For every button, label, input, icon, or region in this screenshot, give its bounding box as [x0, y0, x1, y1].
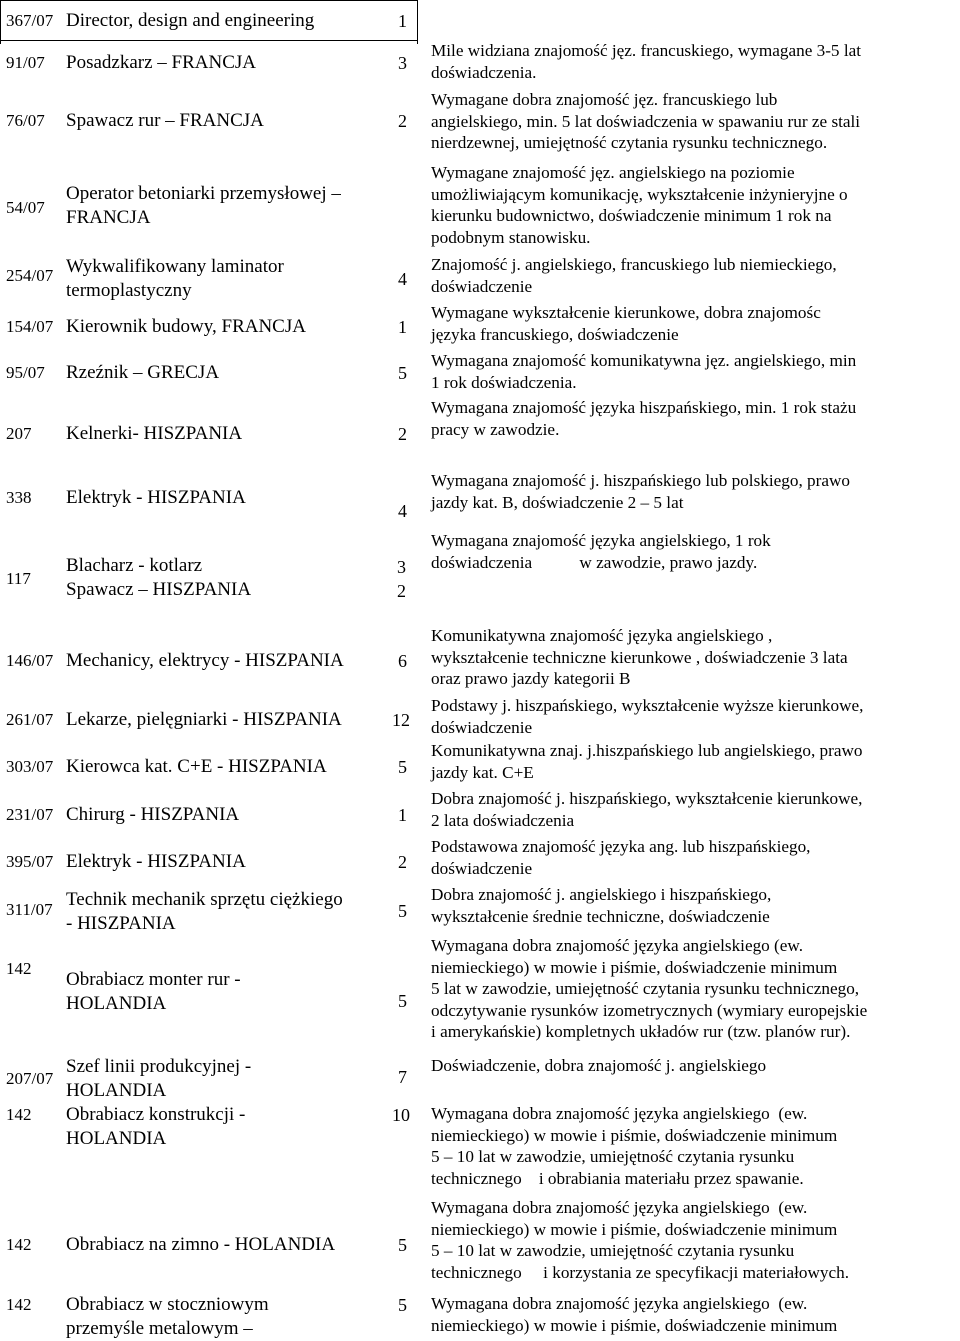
requirements	[431, 884, 958, 927]
requirements-line: oraz prawo jazdy kategorii B	[431, 669, 631, 688]
requirements	[431, 397, 958, 440]
offer-number: 142	[6, 959, 32, 978]
requirements-line: podobnym stanowisku.	[431, 227, 591, 247]
openings-count: 5	[398, 1295, 407, 1315]
openings-count: 1	[398, 317, 407, 337]
openings-count: 10	[392, 1105, 410, 1125]
job-title: Blacharz - kotlarz	[66, 555, 203, 576]
requirements-line: wykształcenie średnie techniczne, doświadczenie	[431, 906, 770, 926]
requirements-line: Wymagana znajomość języka hiszpańskiego, min. 1 rok stażu	[431, 398, 857, 417]
offer-number: 154/07	[6, 317, 54, 336]
openings-count: 5	[398, 901, 407, 921]
requirements-line: technicznego i korzystania ze specyfikacji materiałowych.	[431, 1262, 850, 1282]
requirements-line: niemieckiego) w mowie i piśmie, doświadczenie minimum	[431, 1219, 838, 1239]
requirements-line: kierunku budownictwo, doświadczenie minimum 1 rok na	[431, 206, 832, 225]
requirements	[431, 530, 958, 573]
requirements-line: Znajomość j. angielskiego, francuskiego lub niemieckiego,	[431, 255, 837, 274]
requirements	[431, 1293, 958, 1336]
requirements-line: Wymagana znajomość j. hiszpańskiego lub polskiego, prawo	[431, 471, 851, 490]
job-title: Rzeźnik – GRECJA	[66, 362, 220, 383]
requirements-line: jazdy kat. C+E	[431, 762, 534, 782]
job-title: HOLANDIA	[66, 1080, 167, 1101]
table-border	[0, 0, 418, 1]
offer-number: 117	[6, 569, 31, 588]
requirements-line: 5 – 10 lat w zawodzie, umiejętność czytania rysunku	[431, 1241, 795, 1260]
requirements-line: Dobra znajomość j. angielskiego i hiszpańskiego,	[431, 885, 772, 904]
offer-number: 146/07	[6, 651, 54, 670]
job-title: Obrabiacz w stoczniowym	[66, 1294, 269, 1315]
requirements	[431, 162, 958, 248]
job-title: Operator betoniarki przemysłowej –	[66, 183, 341, 204]
job-title: - HISZPANIA	[66, 913, 176, 934]
openings-count: 4	[398, 501, 407, 521]
offer-number: 54/07	[6, 198, 45, 217]
requirements-line: i amerykańskie) kompletnych układów rur (tzw. planów rur).	[431, 1022, 851, 1041]
requirements-line: Komunikatywna znaj. j.hiszpańskiego lub angielskiego, prawo	[431, 741, 863, 760]
openings-count: 3	[398, 53, 407, 73]
offer-number: 207	[6, 424, 32, 443]
offer-number: 91/07	[6, 53, 45, 72]
requirements	[431, 470, 958, 513]
requirements-line: wykształcenie techniczne kierunkowe , doświadczenie 3 lata	[431, 647, 848, 667]
requirements-line: Doświadczenie, dobra znajomość j. angielskiego	[431, 1056, 767, 1075]
requirements-line: pracy w zawodzie.	[431, 419, 560, 439]
openings-count: 3 2	[397, 557, 406, 601]
requirements	[431, 350, 958, 393]
requirements-line: Podstawowa znajomość języka ang. lub hiszpańskiego,	[431, 837, 811, 856]
job-title: przemyśle metalowym –	[66, 1318, 253, 1339]
job-title: Posadzkarz – FRANCJA	[66, 52, 256, 73]
openings-count: 5	[398, 363, 407, 383]
requirements	[431, 836, 958, 879]
openings-count: 6	[398, 651, 407, 671]
requirements	[431, 302, 958, 345]
requirements-line: Wymagana dobra znajomość języka angielskiego (ew.	[431, 1294, 808, 1313]
offer-number: 367/07	[6, 11, 54, 30]
requirements-line: doświadczenia.	[431, 62, 537, 82]
requirements-line: doświadczenie	[431, 717, 533, 737]
requirements-line: doświadczenie	[431, 858, 533, 878]
requirements-line: 5 – 10 lat w zawodzie, umiejętność czytania rysunku	[431, 1147, 795, 1166]
requirements	[431, 254, 958, 297]
requirements-line: doświadczenie	[431, 276, 533, 296]
offer-number: 142	[6, 1235, 32, 1254]
job-title: FRANCJA	[66, 207, 151, 228]
offer-number: 311/07	[6, 900, 53, 919]
job-title: Mechanicy, elektrycy - HISZPANIA	[66, 650, 344, 671]
job-title: Director, design and engineering	[66, 10, 315, 31]
requirements	[431, 695, 958, 738]
openings-count: 2	[398, 111, 407, 131]
requirements-line: odczytywanie rysunków izometrycznych (wymiary europejskie	[431, 1000, 868, 1020]
offer-number: 303/07	[6, 757, 54, 776]
job-title: HOLANDIA	[66, 993, 167, 1014]
job-title: Obrabiacz konstrukcji -	[66, 1104, 246, 1125]
requirements-line: Wymagana dobra znajomość języka angielskiego (ew.	[431, 936, 804, 955]
job-title: Technik mechanik sprzętu ciężkiego	[66, 889, 343, 910]
requirements-line: Mile widziana znajomość jęz. francuskiego, wymagane 3-5 lat	[431, 41, 862, 60]
requirements-line: Komunikatywna znajomość języka angielskiego ,	[431, 626, 773, 645]
requirements-line: doświadczenia w zawodzie, prawo jazdy.	[431, 552, 758, 572]
requirements-line: niemieckiego) w mowie i piśmie, doświadczenie minimum	[431, 1125, 838, 1145]
requirements-line: Wymagana znajomość komunikatywna jęz. angielskiego, min	[431, 351, 857, 370]
requirements-line: Dobra znajomość j. hiszpańskiego, wykształcenie kierunkowe,	[431, 789, 863, 808]
table-border	[417, 0, 418, 44]
requirements-line: technicznego i obrabiania materiału przez spawanie.	[431, 1168, 804, 1188]
openings-count: 5	[398, 1235, 407, 1255]
job-title: Szef linii produkcyjnej -	[66, 1056, 252, 1077]
requirements-line: Wymagane znajomość jęz. angielskiego na poziomie	[431, 163, 795, 182]
requirements-line: Wymagana dobra znajomość języka angielskiego (ew.	[431, 1198, 808, 1217]
job-title: Wykwalifikowany laminator	[66, 256, 284, 277]
job-title: Obrabiacz na zimno - HOLANDIA	[66, 1234, 336, 1255]
job-title: Kelnerki- HISZPANIA	[66, 423, 243, 444]
offer-number: 76/07	[6, 111, 45, 130]
openings-count: 4	[398, 269, 407, 289]
table-border	[0, 40, 418, 41]
requirements-line: Wymagane wykształcenie kierunkowe, dobra znajomośc	[431, 303, 821, 322]
offer-number: 142	[6, 1105, 32, 1124]
offer-number: 207/07	[6, 1069, 54, 1088]
requirements	[431, 625, 958, 690]
requirements	[431, 1197, 958, 1283]
requirements-line: 1 rok doświadczenia.	[431, 372, 577, 392]
table-border	[0, 0, 1, 44]
job-title: Lekarze, pielęgniarki - HISZPANIA	[66, 709, 342, 730]
openings-count: 5	[398, 757, 407, 777]
requirements	[431, 1055, 958, 1077]
job-title: Obrabiacz monter rur -	[66, 969, 241, 990]
requirements-line: umożliwiającym komunikację, wykształcenie inżynieryjne o	[431, 184, 848, 204]
requirements-line: Wymagana znajomość języka angielskiego, 1 rok	[431, 531, 771, 550]
requirements	[431, 40, 958, 83]
offer-number: 254/07	[6, 266, 54, 285]
openings-count: 2	[398, 852, 407, 872]
job-title: Elektryk - HISZPANIA	[66, 487, 246, 508]
requirements	[431, 89, 958, 154]
offer-number: 142	[6, 1295, 32, 1314]
requirements-line: niemieckiego) w mowie i piśmie, doświadczenie minimum	[431, 957, 838, 977]
requirements-line: nierdzewnej, umiejętność czytania rysunku technicznego.	[431, 133, 828, 152]
requirements	[431, 1103, 958, 1189]
requirements-line: języka francuskiego, doświadczenie	[431, 324, 679, 344]
job-title: Elektryk - HISZPANIA	[66, 851, 246, 872]
offer-number: 395/07	[6, 852, 54, 871]
requirements-line: niemieckiego) w mowie i piśmie, doświadczenie minimum	[431, 1315, 838, 1335]
job-title: termoplastyczny	[66, 280, 192, 301]
openings-count: 1	[398, 805, 407, 825]
offer-number: 231/07	[6, 805, 54, 824]
offer-number: 261/07	[6, 710, 54, 729]
offer-number: 95/07	[6, 363, 45, 382]
requirements-line: Wymagane dobra znajomość jęz. francuskiego lub	[431, 90, 778, 109]
offer-number: 338	[6, 488, 32, 507]
job-title: Spawacz – HISZPANIA	[66, 579, 252, 600]
requirements	[431, 935, 958, 1043]
requirements	[431, 740, 958, 783]
requirements-line: Wymagana dobra znajomość języka angielskiego (ew.	[431, 1104, 808, 1123]
openings-count: 12	[392, 710, 410, 730]
requirements-line: 5 lat w zawodzie, umiejętność czytania rysunku technicznego,	[431, 979, 860, 998]
job-title: Spawacz rur – FRANCJA	[66, 110, 264, 131]
requirements-line: jazdy kat. B, doświadczenie 2 – 5 lat	[431, 492, 684, 512]
openings-count: 1	[398, 11, 407, 31]
openings-count: 5	[398, 991, 407, 1011]
job-title: Kierowca kat. C+E - HISZPANIA	[66, 756, 327, 777]
openings-count: 2	[398, 424, 407, 444]
requirements-line: angielskiego, min. 5 lat doświadczenia w spawaniu rur ze stali	[431, 111, 861, 131]
job-title: Kierownik budowy, FRANCJA	[66, 316, 306, 337]
openings-count: 7	[398, 1067, 407, 1087]
requirements-line: 2 lata doświadczenia	[431, 810, 575, 830]
requirements-line: Podstawy j. hiszpańskiego, wykształcenie wyższe kierunkowe,	[431, 696, 864, 715]
job-title: Chirurg - HISZPANIA	[66, 804, 240, 825]
job-title: HOLANDIA	[66, 1128, 167, 1149]
requirements	[431, 788, 958, 831]
